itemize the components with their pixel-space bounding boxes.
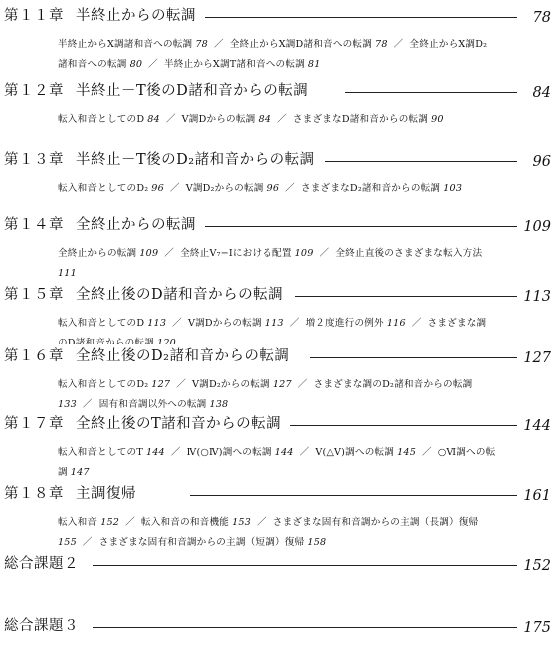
section-title: 転入和音としてのD bbox=[58, 114, 145, 125]
section-page: 144 bbox=[274, 447, 294, 458]
section-title: Ⅳ(○Ⅳ)調への転調 bbox=[186, 447, 272, 458]
section-page: 152 bbox=[100, 517, 120, 528]
leader-line bbox=[205, 17, 517, 18]
section-line bbox=[58, 375, 528, 394]
chapter-name: 全終止後のD₂諸和音からの転調 bbox=[76, 348, 290, 364]
chapter-heading bbox=[0, 482, 557, 506]
leader-line bbox=[310, 357, 517, 358]
toc-entry bbox=[0, 482, 557, 548]
section-page: 90 bbox=[431, 114, 444, 125]
section-page: 127 bbox=[272, 379, 292, 390]
section-page: 103 bbox=[443, 183, 463, 194]
chapter-heading bbox=[0, 79, 557, 103]
chapter-name: 半終止からの転調 bbox=[76, 8, 196, 24]
chapter-number: 第１６章 bbox=[4, 348, 64, 364]
section-page: 127 bbox=[151, 379, 171, 390]
chapter-number: 第１１章 bbox=[4, 8, 64, 24]
section-title: ○Ⅵ調への転 bbox=[437, 447, 496, 458]
section-title: V調D₂からの転調 bbox=[185, 183, 264, 194]
section-page: 81 bbox=[307, 59, 321, 70]
section-page: 109 bbox=[139, 248, 159, 259]
section-title: Ⅴ(△Ⅴ)調への転調 bbox=[315, 447, 395, 458]
section-page: 113 bbox=[147, 318, 167, 329]
section-page: 78 bbox=[195, 39, 208, 50]
separator: ／ bbox=[277, 114, 287, 125]
chapter-number: 第１３章 bbox=[4, 152, 64, 168]
section-page: 158 bbox=[307, 537, 327, 548]
chapter-page-number: 78 bbox=[531, 6, 551, 30]
chapter-heading bbox=[0, 148, 557, 172]
section-page: 96 bbox=[266, 183, 280, 194]
toc-entry bbox=[0, 552, 557, 576]
separator: ／ bbox=[393, 39, 404, 50]
section-title: 転入和音としてのD₂ bbox=[58, 379, 149, 390]
section-title: V調Dからの転調 bbox=[181, 114, 256, 125]
separator: ／ bbox=[299, 447, 310, 458]
section-title: 半終止からX調諸和音への転調 bbox=[58, 39, 193, 50]
separator: ／ bbox=[165, 114, 176, 125]
section-title: 転入和音 bbox=[58, 517, 98, 528]
leader-line bbox=[190, 495, 517, 496]
chapter-number: 第１２章 bbox=[4, 83, 64, 99]
section-title: さまざまなD諸和音からの転調 bbox=[292, 114, 429, 125]
section-title: 転入和音としてのT bbox=[58, 447, 143, 458]
chapter-heading bbox=[0, 412, 557, 436]
section-title: 調 bbox=[58, 467, 68, 478]
section-page: 109 bbox=[294, 248, 314, 259]
section-title: V調Dからの転調 bbox=[187, 318, 262, 329]
chapter-number: 第１４章 bbox=[4, 217, 64, 233]
chapter-page-number: 152 bbox=[521, 554, 551, 578]
chapter-title bbox=[4, 148, 317, 172]
section-title: さまざまなD₂諸和音からの転調 bbox=[300, 183, 441, 194]
chapter-title bbox=[4, 4, 198, 28]
section-page: 153 bbox=[232, 517, 251, 528]
chapter-title bbox=[4, 344, 291, 368]
section-page: 84 bbox=[147, 114, 160, 125]
chapter-page-number: 161 bbox=[521, 484, 551, 508]
chapter-number: 総合課題２ bbox=[4, 556, 79, 572]
section-title: さまざまな調 bbox=[427, 318, 487, 329]
section-line bbox=[58, 314, 528, 333]
chapter-title bbox=[4, 412, 283, 436]
section-line bbox=[58, 244, 528, 263]
section-title: 転入和音としてのD bbox=[58, 318, 145, 329]
section-line bbox=[58, 443, 528, 462]
chapter-title bbox=[4, 482, 138, 506]
chapter-page-number: 84 bbox=[531, 81, 551, 105]
section-title: さまざまな固有和音調からの主調（長調）復帰 bbox=[272, 517, 479, 528]
separator: ／ bbox=[170, 447, 181, 458]
section-line bbox=[58, 264, 528, 283]
section-line bbox=[58, 513, 528, 532]
section-line bbox=[58, 55, 528, 74]
chapter-page-number: 127 bbox=[521, 346, 551, 370]
separator: ／ bbox=[172, 318, 182, 329]
section-page: 155 bbox=[58, 537, 77, 548]
toc-entry bbox=[0, 283, 557, 329]
toc-entry bbox=[0, 79, 557, 125]
chapter-title bbox=[4, 552, 93, 576]
section-page: 78 bbox=[375, 39, 388, 50]
section-title: さまざまな調のD₂諸和音からの転調 bbox=[313, 379, 473, 390]
section-line bbox=[58, 533, 528, 552]
leader-line bbox=[205, 226, 517, 227]
section-title: さまざまな固有和音調からの主調（短調）復帰 bbox=[98, 537, 305, 548]
chapter-name: 半終止－T後のD₂諸和音からの転調 bbox=[76, 152, 315, 168]
chapter-name: 全終止後のT諸和音からの転調 bbox=[76, 416, 282, 432]
section-page: 116 bbox=[386, 318, 406, 329]
chapter-number: 第１５章 bbox=[4, 287, 64, 303]
section-page: 138 bbox=[209, 399, 229, 410]
section-title: 転入和音の和音機能 bbox=[140, 517, 230, 528]
chapter-number: 第１８章 bbox=[4, 486, 64, 502]
chapter-name: 全終止後のD諸和音からの転調 bbox=[76, 287, 284, 303]
separator: ／ bbox=[169, 183, 180, 194]
chapter-heading bbox=[0, 552, 557, 576]
separator: ／ bbox=[256, 517, 267, 528]
section-title: 全終止からX調D諸和音への転調 bbox=[229, 39, 373, 50]
section-title: 転入和音としてのD₂ bbox=[58, 183, 149, 194]
separator: ／ bbox=[285, 183, 295, 194]
section-line bbox=[58, 179, 528, 198]
separator: ／ bbox=[422, 447, 432, 458]
section-line bbox=[58, 463, 528, 482]
leader-line bbox=[88, 565, 517, 566]
toc-entry bbox=[0, 4, 557, 70]
separator: ／ bbox=[213, 39, 224, 50]
section-title: 全終止V₇−Iにおける配置 bbox=[180, 248, 292, 259]
section-title: V調D₂からの転調 bbox=[192, 379, 270, 390]
section-title: 増２度進行の例外 bbox=[305, 318, 384, 329]
chapter-heading bbox=[0, 614, 557, 638]
section-title: 全終止直後のさまざまな転入方法 bbox=[335, 248, 483, 259]
chapter-name: 半終止－T後のD諸和音からの転調 bbox=[76, 83, 309, 99]
chapter-page-number: 113 bbox=[521, 285, 551, 309]
chapter-page-number: 144 bbox=[521, 414, 551, 438]
chapter-page-number: 109 bbox=[521, 215, 551, 239]
section-page: 113 bbox=[264, 318, 284, 329]
leader-line bbox=[290, 425, 517, 426]
chapter-number: 総合課題３ bbox=[4, 618, 79, 634]
separator: ／ bbox=[82, 399, 93, 410]
chapter-heading bbox=[0, 283, 557, 307]
chapter-page-number: 96 bbox=[531, 150, 551, 174]
section-page: 145 bbox=[397, 447, 417, 458]
toc-entry bbox=[0, 148, 557, 194]
chapter-title bbox=[4, 213, 198, 237]
section-page: 111 bbox=[58, 268, 77, 279]
section-page: 133 bbox=[58, 399, 77, 410]
chapter-title bbox=[4, 283, 285, 307]
chapter-heading bbox=[0, 4, 557, 28]
leader-line bbox=[88, 627, 517, 628]
separator: ／ bbox=[319, 248, 330, 259]
toc-entry bbox=[0, 614, 557, 638]
separator: ／ bbox=[148, 59, 158, 70]
separator: ／ bbox=[82, 537, 93, 548]
chapter-page-number: 175 bbox=[521, 616, 551, 640]
toc-entry bbox=[0, 344, 557, 410]
separator: ／ bbox=[176, 379, 187, 390]
section-line bbox=[58, 35, 528, 54]
leader-line bbox=[295, 296, 517, 297]
section-page: 96 bbox=[151, 183, 164, 194]
leader-line bbox=[345, 92, 517, 93]
section-title: 固有和音調以外への転調 bbox=[98, 399, 207, 410]
chapter-title bbox=[4, 614, 93, 638]
separator: ／ bbox=[289, 318, 300, 329]
chapter-title bbox=[4, 79, 310, 103]
chapter-name: 全終止からの転調 bbox=[76, 217, 196, 233]
separator: ／ bbox=[297, 379, 308, 390]
chapter-name: 主調復帰 bbox=[76, 486, 136, 502]
toc-entry bbox=[0, 213, 557, 279]
leader-line bbox=[325, 161, 517, 162]
section-title: 全終止からX調D₂ bbox=[409, 39, 488, 50]
chapter-heading bbox=[0, 344, 557, 368]
section-title: 半終止からX調T諸和音への転調 bbox=[163, 59, 305, 70]
chapter-number: 第１７章 bbox=[4, 416, 64, 432]
section-page: 144 bbox=[145, 447, 165, 458]
separator: ／ bbox=[411, 318, 422, 329]
section-title: 諸和音への転調 bbox=[58, 59, 127, 70]
separator: ／ bbox=[125, 517, 135, 528]
toc-entry bbox=[0, 412, 557, 478]
section-page: 84 bbox=[258, 114, 272, 125]
section-line bbox=[58, 110, 528, 129]
chapter-heading bbox=[0, 213, 557, 237]
section-page: 147 bbox=[70, 467, 90, 478]
separator: ／ bbox=[164, 248, 175, 259]
section-title: 全終止からの転調 bbox=[58, 248, 137, 259]
section-page: 80 bbox=[129, 59, 143, 70]
